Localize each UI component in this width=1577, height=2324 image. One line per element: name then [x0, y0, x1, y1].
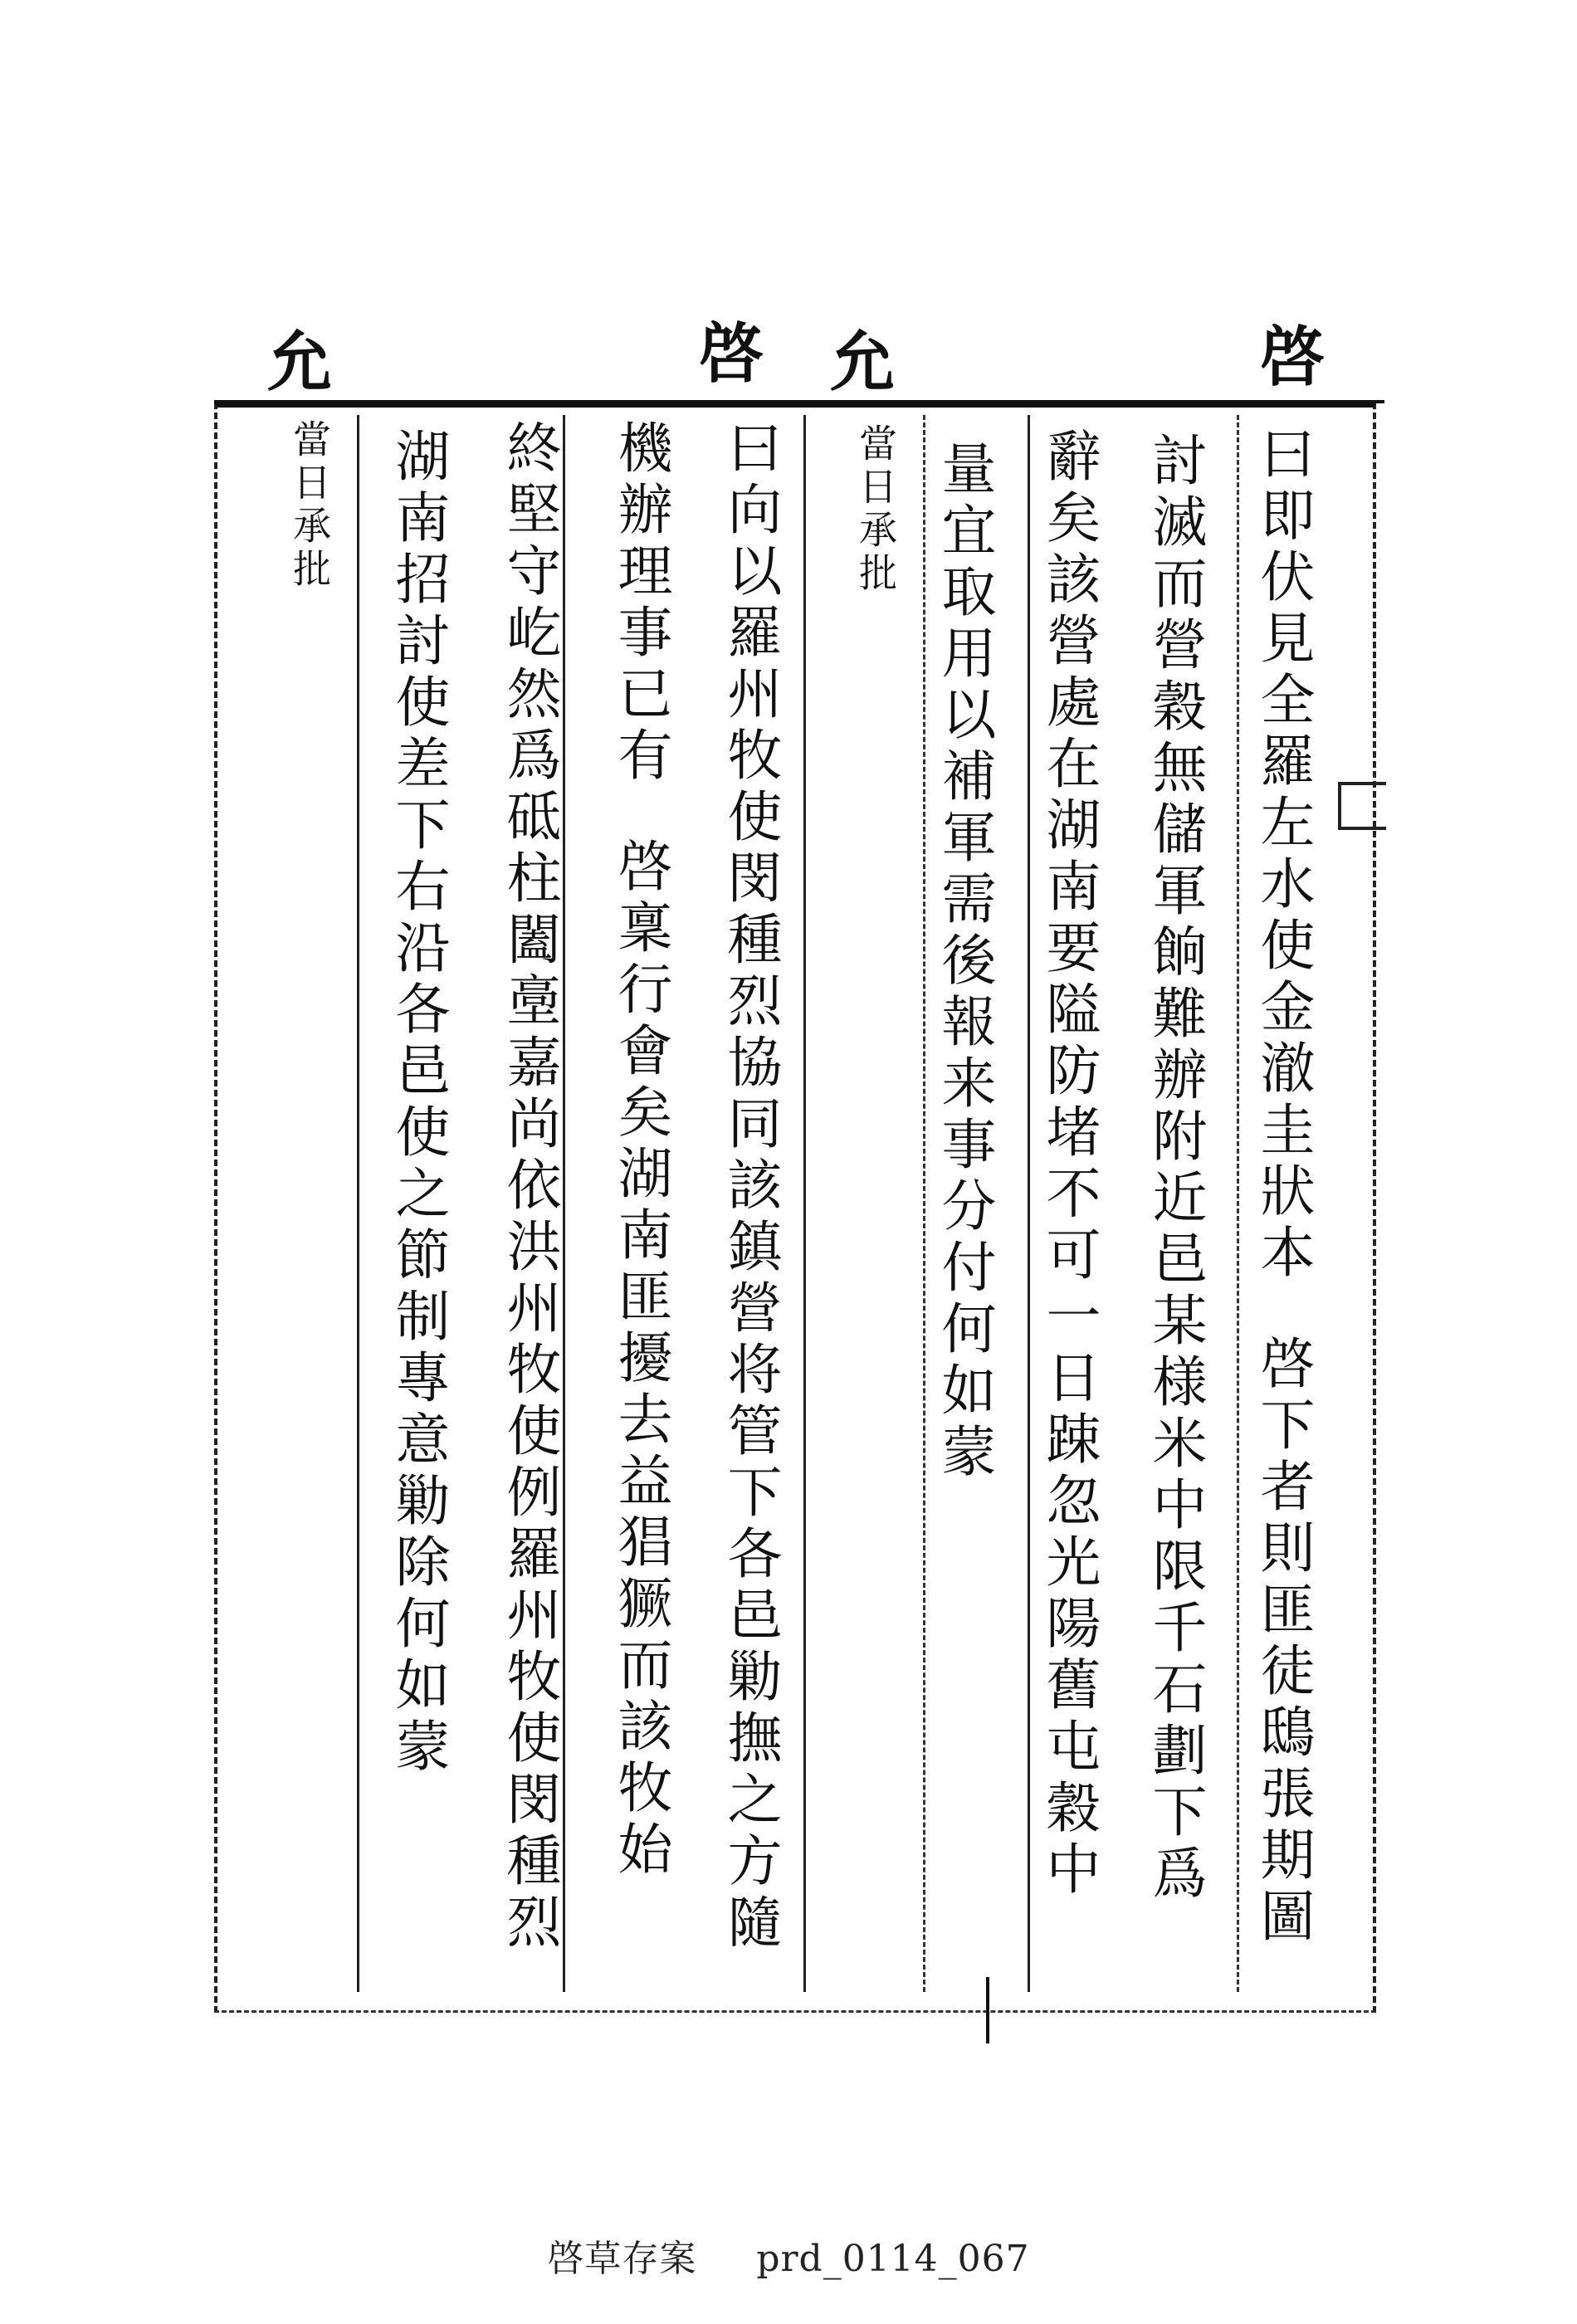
- column-divider: [803, 415, 806, 1992]
- page-footer: [0, 2229, 1577, 2282]
- text-column-8: 終堅守屹然爲砥柱闔㙜嘉尚依洪州牧使例羅州牧使閔種烈: [497, 419, 561, 1955]
- text-column-3: 辭矣該營處在湖南要隘防堵不可一日踈忽光陽舊屯穀中: [1037, 427, 1101, 1902]
- text-column-1-part-a: 曰即伏見全羅左水使金澈圭狀本: [1251, 425, 1315, 1285]
- text-column-5-approval: 當日承批: [853, 423, 898, 596]
- column-divider: [1028, 415, 1030, 1992]
- text-column-1: [1251, 425, 1315, 1949]
- column-divider: [923, 415, 925, 1992]
- header-label-center-1: 啓: [699, 316, 764, 392]
- header-label-left: 允: [267, 325, 333, 400]
- header-label-right: 啓: [1260, 320, 1326, 395]
- column-tick-mark: [986, 1977, 989, 2043]
- text-column-7-part-a: 機辦理事已有: [608, 419, 672, 788]
- text-column-4: 量宜取用以補軍需後報来事分付何如蒙: [932, 440, 996, 1484]
- text-column-6: 曰向以羅州牧使閔種烈協同該鎮營将管下各邑勦撫之方隨: [718, 419, 782, 1955]
- column-divider: [563, 415, 565, 1992]
- column-divider: [357, 415, 359, 1992]
- footer-code: prd_0114_067: [756, 2238, 1030, 2280]
- text-column-10-approval: 當日承批: [287, 419, 332, 592]
- side-margin-mark: [1338, 782, 1386, 830]
- text-column-2: 討滅而營穀無儲軍餉難辦附近邑某様米中限千石劃下爲: [1143, 432, 1207, 1906]
- text-column-1-part-b: 啓下者則匪徒鴟張期圖: [1251, 1335, 1315, 1949]
- column-divider: [1237, 415, 1239, 1992]
- header-label-center-2: 允: [830, 325, 896, 400]
- text-column-7: [608, 419, 672, 1882]
- text-column-9: 湖南招討使差下右沿各邑使之節制專意勦除何如蒙: [386, 427, 450, 1779]
- text-column-7-part-b: 啓稟行會矣湖南匪擾去益猖獗而該牧始: [608, 837, 672, 1882]
- footer-title: 啓草存案: [547, 2238, 697, 2280]
